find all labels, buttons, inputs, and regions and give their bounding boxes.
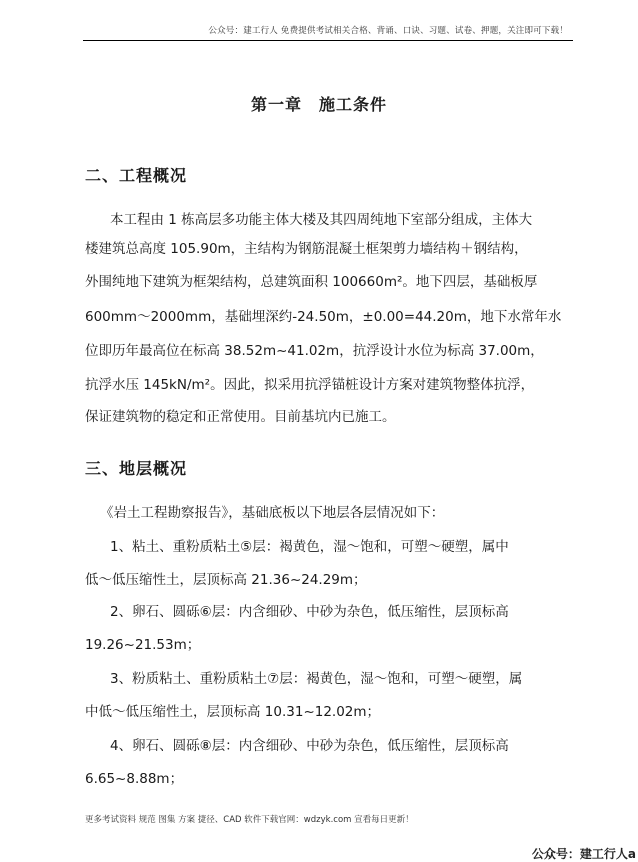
strata-item-line: 3、粉质粘土、重粉质粘土⑦层：褐黄色，湿～饱和，可塑～硬塑，属 xyxy=(110,671,523,687)
paragraph-line: 600mm～2000mm，基础埋深约-24.50m，±0.00=44.20m，地下水常年水 xyxy=(85,309,562,325)
header-notice: 公众号：建工行人 免费提供考试相关合格、背诵、口诀、习题、试卷、押题，关注即可下载！ xyxy=(208,26,568,36)
strata-item-line: 6.65~8.88m； xyxy=(85,771,184,787)
section-heading-overview: 二、工程概况 xyxy=(85,166,188,185)
strata-item-line: 4、卵石、圆砾⑧层：内含细砂、中砂为杂色，低压缩性，层顶标高 xyxy=(110,738,509,754)
header-rule xyxy=(83,40,573,41)
strata-item-line: 1、粘土、重粉质粘土⑤层：褐黄色，湿～饱和，可塑～硬塑，属中 xyxy=(110,539,509,555)
strata-item-line: 中低～低压缩性土，层顶标高 10.31~12.02m； xyxy=(85,704,381,720)
paragraph-line: 楼建筑总高度 105.90m，主结构为钢筋混凝土框架剪力墙结构＋钢结构， xyxy=(85,241,528,257)
strata-intro: 《岩土工程勘察报告》，基础底板以下地层各层情况如下： xyxy=(100,505,445,521)
footer-note: 更多考试资料 规范 图集 方案 捷径、CAD 软件下载官网：wdzyk.com 宣看每日更新！ xyxy=(85,815,414,825)
strata-item-line: 2、卵石、圆砾⑥层：内含细砂、中砂为杂色，低压缩性，层顶标高 xyxy=(110,604,509,620)
paragraph-line: 抗浮水压 145kN/m²。因此，拟采用抗浮锚桩设计方案对建筑物整体抗浮， xyxy=(85,377,535,393)
strata-item-line: 低～低压缩性土，层顶标高 21.36~24.29m； xyxy=(85,572,367,588)
chapter-title: 第一章 施工条件 xyxy=(250,95,387,114)
paragraph-line: 位即历年最高位在标高 38.52m~41.02m，抗浮设计水位为标高 37.00m， xyxy=(85,343,544,359)
strata-item-line: 19.26~21.53m； xyxy=(85,637,201,653)
paragraph-line: 本工程由 1 栋高层多功能主体大楼及其四周纯地下室部分组成，主体大 xyxy=(110,212,533,228)
footer-brand: 公众号：建工行人a xyxy=(531,847,636,861)
paragraph-line: 保证建筑物的稳定和正常使用。目前基坑内已施工。 xyxy=(85,409,396,425)
section-heading-strata: 三、地层概况 xyxy=(85,459,188,478)
paragraph-line: 外围纯地下建筑为框架结构，总建筑面积 100660m²。地下四层，基础板厚 xyxy=(85,274,538,290)
